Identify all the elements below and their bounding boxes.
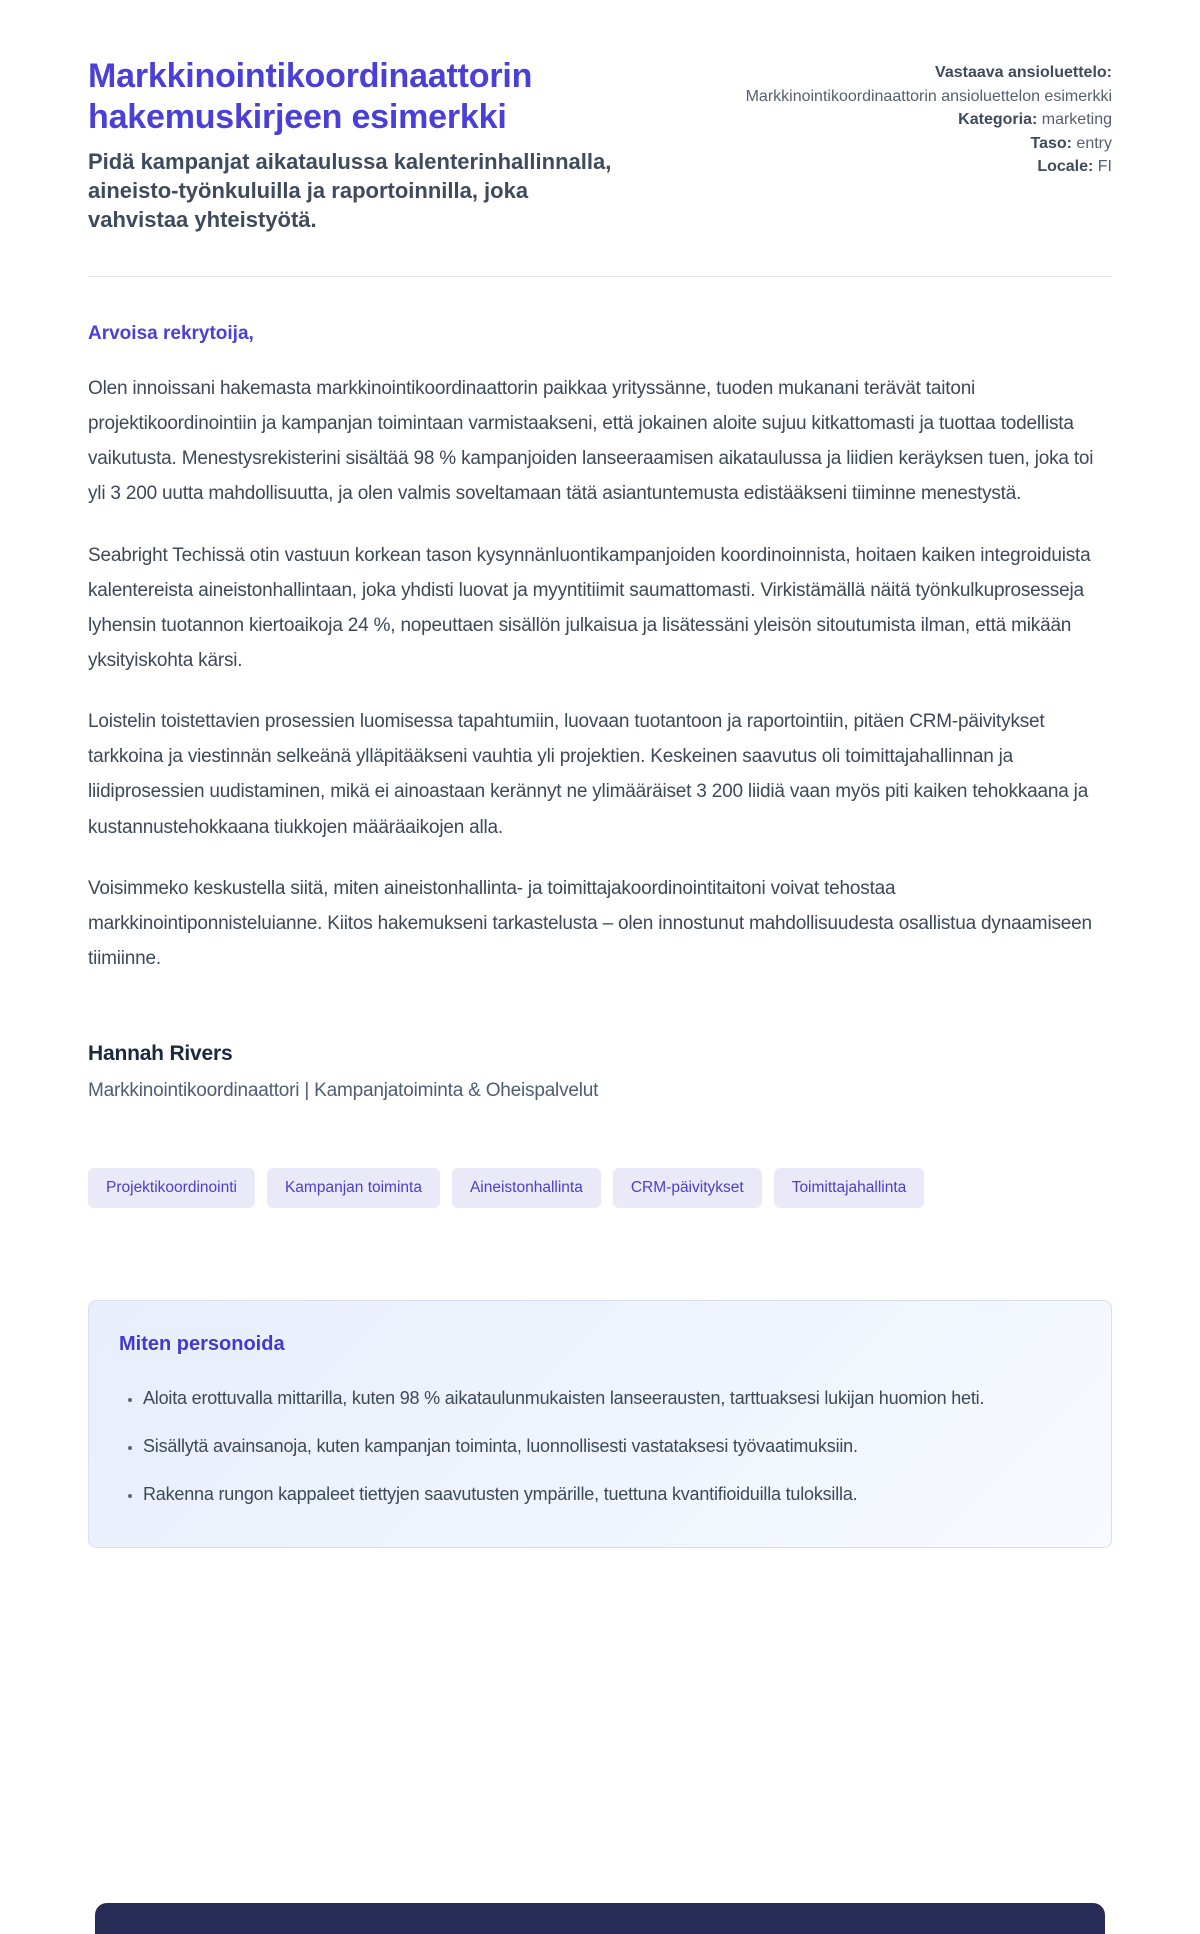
meta-locale-label: Locale: xyxy=(1037,158,1094,176)
tag-chip[interactable]: Projektikoordinointi xyxy=(88,1168,255,1208)
signature-role: Markkinointikoordinaattori | Kampanjatoiminta & Oheispalvelut xyxy=(88,1080,599,1102)
tips-title: Miten personoida xyxy=(119,1332,285,1355)
tips-item: • Aloita erottuvalla mittarilla, kuten 98 % aikataulunmukaisten lanseerausten, tarttuaksesi lukijan huomion heti. xyxy=(143,1382,1081,1414)
letter-greeting: Arvoisa rekrytoija, xyxy=(88,323,254,345)
meta-category-label: Kategoria: xyxy=(958,111,1038,129)
meta-category-value: marketing xyxy=(1041,111,1112,129)
meta-category xyxy=(712,109,1112,131)
letter-paragraph: Olen innoissani hakemasta markkinointikoordinaattorin paikkaa yrityssänne, tuoden mukanani terävät taitoni projektikoordinointiin ja kampanjan toimintaan varmistaakseni, että jokainen aloite sujuu kitkattomasti ja tuottaa todellista vaikutusta. Menestysrekisterini sisältää 98 % kampanjoiden lanseeraamisen aikataulussa ja liidien keräyksen tuen, joka toi yli 3 200 uutta mahdollisuutta, ja olen valmis soveltamaan tätä asiantuntemusta edistääkseni tiiminne menestystä. xyxy=(88,378,1094,505)
tips-item: • Sisällytä avainsanoja, kuten kampanjan toiminta, luonnollisesti vastataksesi työvaatimuksiin. xyxy=(143,1430,1081,1462)
tag-list xyxy=(88,1168,1112,1208)
meta-resume-label: Vastaava ansioluettelo: xyxy=(935,64,1112,81)
meta-locale xyxy=(712,156,1112,178)
header-divider xyxy=(88,276,1112,277)
tag-chip[interactable]: Toimittajahallinta xyxy=(774,1168,925,1208)
tag-chip[interactable]: CRM-päivitykset xyxy=(613,1168,762,1208)
letter-paragraph: Voisimmeko keskustella siitä, miten aineistonhallinta- ja toimittajakoordinointitaitoni voivat tehostaa markkinointiponnisteluianne. Kiitos hakemukseni tarkastelusta – olen innostunut mahdollisuudesta osallistua dynaamiseen tiimiinne. xyxy=(88,877,1092,969)
letter-paragraphs xyxy=(88,371,1112,976)
tips-item: • Rakenna rungon kappaleet tiettyjen saavutusten ympärille, tuettuna kvantifioiduilla tuloksilla. xyxy=(143,1478,1081,1510)
tips-box xyxy=(88,1300,1112,1548)
meta-resume-value: Markkinointikoordinaattorin ansioluettelon esimerkki xyxy=(745,87,1112,105)
meta-locale-value: FI xyxy=(1097,158,1112,176)
footer-bar xyxy=(95,1903,1105,1934)
content-column xyxy=(88,0,1112,1548)
meta-level-label: Taso: xyxy=(1030,134,1072,152)
meta-level-value: entry xyxy=(1076,134,1112,152)
header-meta xyxy=(712,56,1112,178)
meta-level xyxy=(712,133,1112,155)
header-left xyxy=(88,56,668,234)
signature-name: Hannah Rivers xyxy=(88,1042,233,1066)
tips-list xyxy=(119,1382,1081,1511)
letter-paragraph: Loistelin toistettavien prosessien luomisessa tapahtumiin, luovaan tuotantoon ja raportointiin, pitäen CRM-päivitykset tarkkoina ja viestinnän selkeänä ylläpitääkseni vauhtia yli projektien. Keskeinen saavutus oli toimittajahallinnan ja liidiprosessien uudistaminen, mikä ei ainoastaan kerännyt ne ylimääräiset 3 200 liidiä vaan myös piti kaiken tehokkaana ja kustannustehokkaana tiukkojen määräaikojen alla. xyxy=(88,711,1089,838)
tag-chip[interactable]: Kampanjan toiminta xyxy=(267,1168,440,1208)
page-title: Markkinointikoordinaattorin hakemuskirjeen esimerkki xyxy=(88,57,533,137)
header xyxy=(88,56,1112,234)
page-subtitle: Pidä kampanjat aikataulussa kalenterinhallinnalla, aineisto-työnkuluilla ja raportoinnilla, joka vahvistaa yhteistyötä. xyxy=(88,148,612,232)
tag-chip[interactable]: Aineistonhallinta xyxy=(452,1168,601,1208)
letter-paragraph: Seabright Techissä otin vastuun korkean tason kysynnänluontikampanjoiden koordinoinnista, hoitaen kaiken integroiduista kalentereista aineistonhallintaan, joka yhdisti luovat ja myyntitiimit saumattomasti. Virkistämällä näitä työnkulkuprosesseja lyhensin tuotannon kiertoaikoja 24 %, nopeuttaen sisällön julkaisua ja lisätessäni yleisön sitoutumista ilman, että mikään yksityiskohta kärsi. xyxy=(88,544,1091,672)
